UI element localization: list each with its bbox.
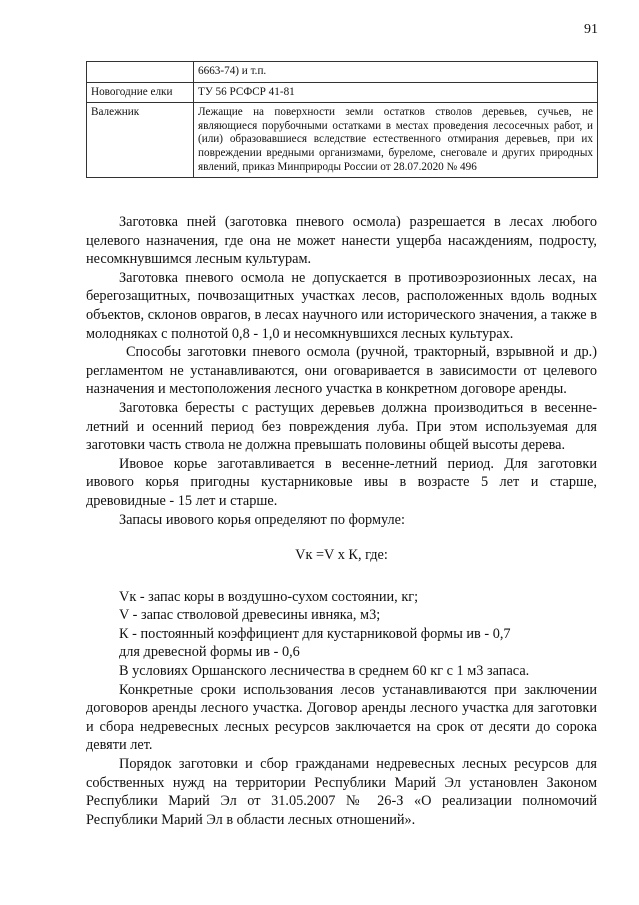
document-body [86, 213, 597, 829]
formula: Vк =V х К, где: [295, 547, 388, 564]
paragraph: Заготовка пневого осмола не допускается в противоэрозионных лесах, на берегозащитных, почвозащитных участках лесов, расположенных вдоль водных объектов, склонов оврагов, в лесах научного или исторического значения, а также в молодняках с полнотой 0,8 - 1,0 и несомкнувшихся лесных культурах. [86, 269, 597, 342]
paragraph: Порядок заготовки и сбор гражданами недревесных лесных ресурсов для собственных нужд на территории Республики Марий Эл установлен Законом Республики Марий Эл от 31.05.2007 № 26-З «О реализации полномочий Республики Марий Эл в области лесных отношений». [86, 756, 597, 828]
table-cell-name: Валежник [87, 103, 194, 178]
paragraph: Конкретные сроки использования лесов устанавливаются при заключении договоров аренды лесного участка. Договор аренды лесного участка для заготовки и сбора недревесных лесных ресурсов заключается на срок от десяти до сорока девяти лет. [86, 681, 597, 754]
table-row [87, 62, 598, 83]
table-cell-name [87, 62, 194, 83]
paragraph: Ивовое корье заготавливается в весенне-летний период. Для заготовки ивового корья пригодны кустарниковые ивы в возрасте 5 лет и старше, древовидные - 15 лет и старше. [86, 455, 597, 509]
paragraph: Запасы ивового корья определяют по формуле: [119, 511, 405, 528]
table-cell-name: Новогодние елки [87, 82, 194, 103]
table-row [87, 103, 598, 178]
definition-line: К - постоянный коэффициент для кустарниковой формы ив - 0,7 [119, 625, 511, 642]
definition-line: Vк - запас коры в воздушно-сухом состоянии, кг; [119, 588, 419, 605]
definition-line: V - запас стволовой древесины ивняка, м3; [119, 607, 381, 624]
page-number: 91 [584, 22, 598, 37]
table-cell-desc: ТУ 56 РСФСР 41-81 [194, 82, 598, 103]
paragraph: Заготовка пней (заготовка пневого осмола) разрешается в лесах любого целевого назначения, где она не может нанести ущерба насаждениям, подросту, несомкнувшимся лесным культурам. [86, 214, 597, 268]
definition-line: для древесной формы ив - 0,6 [119, 644, 300, 661]
table-cell-desc: 6663-74) и т.п. [194, 62, 598, 83]
paragraph: Способы заготовки пневого осмола (ручной, тракторный, взрывной и др.) регламентом не устанавливаются, они оговаривается в зависимости от целевого назначения и местоположения лесного участка в конкретном договоре аренды. [86, 344, 597, 398]
paragraph: В условиях Оршанского лесничества в среднем 60 кг с 1 м3 запаса. [119, 663, 530, 680]
table-row [87, 82, 598, 103]
paragraph: Заготовка бересты с растущих деревьев должна производиться в весенне-летний и осенний период без повреждения луба. При этом используемая для заготовки часть ствола не должна превышать половины общей высоты дерева. [86, 399, 597, 454]
table-cell-desc: Лежащие на поверхности земли остатков стволов деревьев, сучьев, не являющиеся порубочными остатками в местах проведения лесосечных работ, и (или) образовавшиеся вследствие естественного отмирания деревьев, при их повреждении вредными организмами, буреломе, снеговале и других природных явлений, приказ Минприроды России от 28.07.2020 № 496 [194, 103, 598, 178]
resources-table [86, 61, 598, 178]
